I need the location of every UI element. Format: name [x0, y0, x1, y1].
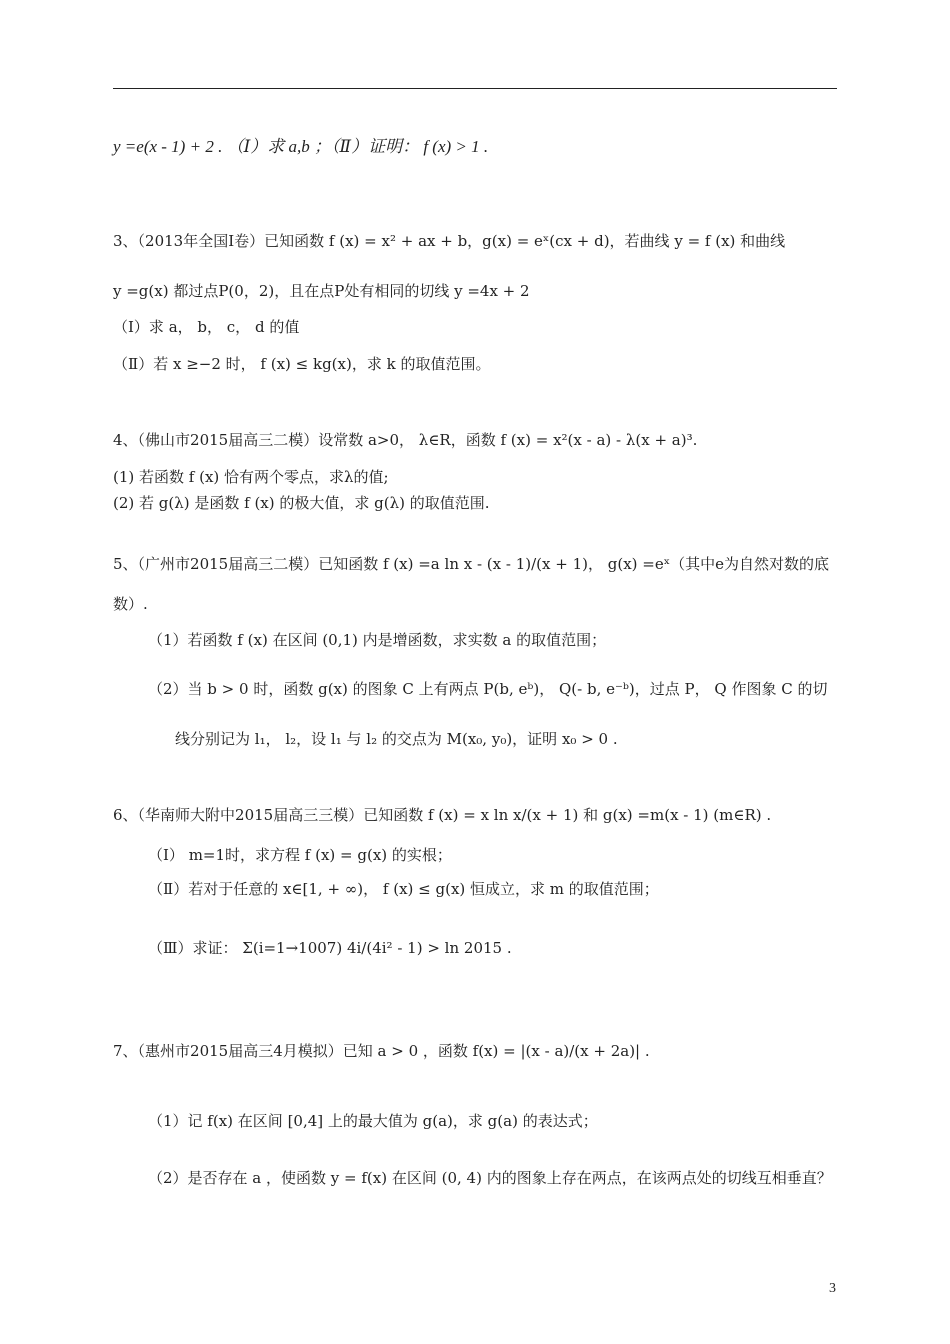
text-line-4: （Ⅰ）求 a， b， c， d 的值: [113, 318, 300, 336]
text-line-11: （1）若函数 f (x) 在区间 (0,1) 内是增函数，求实数 a 的取值范围；: [148, 631, 607, 649]
text-line-16: （Ⅱ）若对于任意的 x∈[1, + ∞)， f (x) ≤ g(x) 恒成立，求 m 的取值范围；: [148, 880, 659, 898]
text-line-17: （Ⅲ）求证： Σ(i=1→1007) 4i/(4i² - 1) > ln 2015 .: [148, 939, 512, 957]
text-line-10: 数）.: [113, 595, 148, 613]
text-line-5: （Ⅱ）若 x ≥−2 时， f (x) ≤ kg(x)，求 k 的取值范围。: [113, 355, 491, 373]
text-line-20: （2）是否存在 a ，使函数 y = f(x) 在区间 (0, 4) 内的图象上存在两点，在该两点处的切线互相垂直？: [148, 1169, 832, 1187]
text-line-13: 线分别记为 l₁， l₂，设 l₁ 与 l₂ 的交点为 M(x₀, y₀)，证明 x₀ > 0 .: [175, 730, 618, 748]
text-line-18: 7、（惠州市2015届高三4月模拟）已知 a > 0 ，函数 f(x) = |(x - a)/(x + 2a)| .: [113, 1042, 650, 1060]
header-rule: [113, 88, 837, 89]
page-number: 3: [829, 1281, 836, 1296]
text-line-6: 4、（佛山市2015届高三二模）设常数 a>0， λ∈R，函数 f (x) = x²(x - a) - λ(x + a)³.: [113, 431, 698, 449]
text-line-2: 3、（2013年全国Ⅰ卷）已知函数 f (x) = x² + ax + b，g(x) = eˣ(cx + d)，若曲线 y = f (x) 和曲线: [113, 232, 786, 250]
text-line-1: y =e(x - 1) + 2 . （Ⅰ）求 a,b ；（Ⅱ）证明： f (x) > 1 .: [113, 137, 489, 156]
text-line-19: （1）记 f(x) 在区间 [0,4] 上的最大值为 g(a)，求 g(a) 的表达式；: [148, 1112, 598, 1130]
text-line-14: 6、（华南师大附中2015届高三三模）已知函数 f (x) = x ln x/(x + 1) 和 g(x) =m(x - 1) (m∈R) .: [113, 806, 772, 824]
text-line-7: (1) 若函数 f (x) 恰有两个零点，求λ的值;: [113, 468, 389, 486]
text-line-12: （2）当 b > 0 时，函数 g(x) 的图象 C 上有两点 P(b, eᵇ)， Q(- b, e⁻ᵇ)，过点 P， Q 作图象 C 的切: [148, 680, 828, 698]
text-line-9: 5、（广州市2015届高三二模）已知函数 f (x) =a ln x - (x - 1)/(x + 1)， g(x) =eˣ（其中e为自然对数的底: [113, 555, 829, 573]
text-line-15: （Ⅰ） m=1时，求方程 f (x) = g(x) 的实根；: [148, 846, 452, 864]
text-line-3: y =g(x) 都过点P(0，2)，且在点P处有相同的切线 y =4x + 2: [113, 282, 530, 300]
text-line-8: (2) 若 g(λ) 是函数 f (x) 的极大值，求 g(λ) 的取值范围.: [113, 494, 490, 512]
